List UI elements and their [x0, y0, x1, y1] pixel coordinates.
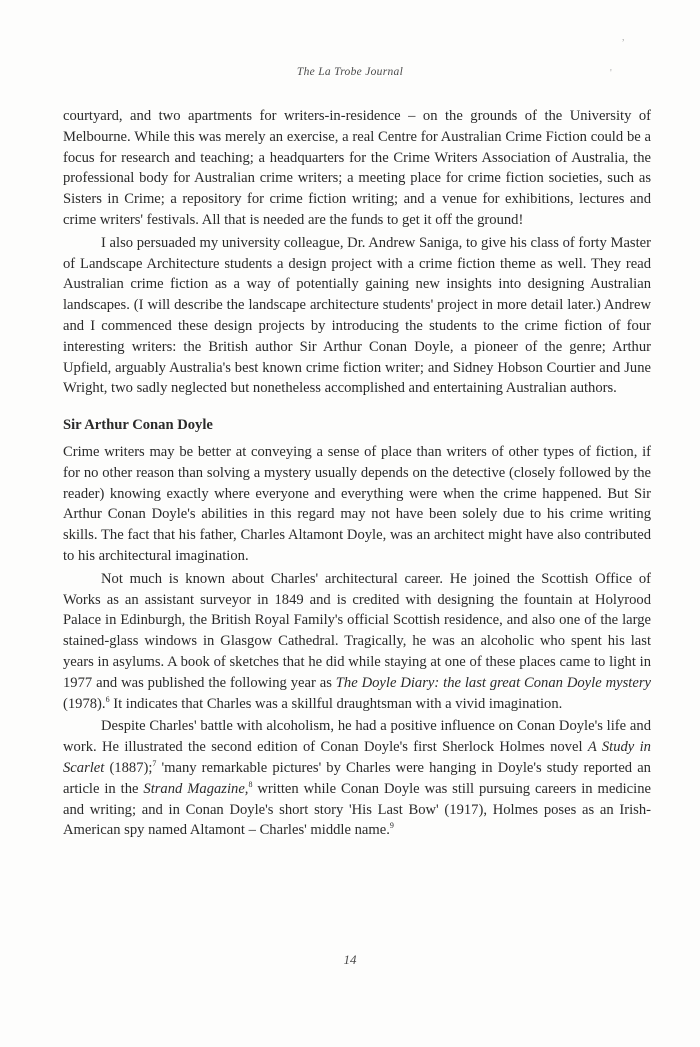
text-run: (1887); — [104, 759, 153, 776]
paragraph — [63, 569, 651, 715]
book-title: The Doyle Diary: the last great Conan Doyle mystery — [335, 674, 651, 691]
text-run: Not much is known about Charles' architectural career. He joined the Scottish Office of Works as an assistant surveyor in 1849 and is credited with designing the fountain at Holyrood Palace in Edinburgh, the British Royal Family's official Scottish residence, and also one of the large stained-glass windows in Glasgow Cathedral. Tragically, he was an alcoholic who spent his last years in asylums. A book of sketches that he did while staying at one of these places came to light in 1977 and was published the following year as — [63, 570, 651, 691]
text-run: 'many remarkable pictures' by Charles were hanging in Doyle's study reported an article in the — [63, 759, 651, 797]
section-heading: Sir Arthur Conan Doyle — [63, 417, 213, 434]
scan-mark: , — [622, 32, 625, 43]
book-title: A Study in Scarlet — [63, 739, 651, 776]
page-number: 14 — [343, 952, 357, 967]
paragraph: courtyard, and two apartments for writers-in-residence – on the grounds of the University of Melbourne. While this was merely an exercise, a real Centre for Australian Crime Fiction could be a focus for research and teaching; a headquarters for the Crime Writers Association of Australia, the professional body for Australian crime writers; a meeting place for crime fiction societies, such as Sisters in Crime; a repository for crime fiction writing; and a venue for exhibitions, lectures and crime writers' festivals. All that is needed are the funds to get it off the ground! — [63, 108, 651, 228]
running-header: The La Trobe Journal — [296, 66, 404, 78]
paragraph: I also persuaded my university colleague, Dr. Andrew Saniga, to give his class of forty Master of Landscape Architecture students a design project with a crime fiction theme as well. They read Australian crime fiction as a way of potentially gaining new insights into designing Australian landscapes. (I will describe the landscape architecture students' project in more detail later.) Andrew and I commenced these design projects by introducing the students to the crime fiction of four interesting writers: the British author Sir Arthur Conan Doyle, a pioneer of the genre; Arthur Upfield, arguably Australia's best known crime fiction writer; and Sidney Hobson Courtier and June Wright, two sadly neglected but nonetheless accomplished and entertaining Australian authors. — [63, 234, 651, 397]
footnote-ref: 7 — [152, 759, 157, 769]
text-run: (1978). — [63, 695, 106, 712]
footnote-ref: 8 — [248, 779, 253, 789]
scan-mark: ' — [610, 68, 612, 79]
paragraph: Crime writers may be better at conveying a sense of place than writers of other types of fiction, if for no other reason than solving a mystery usually depends on the detective (closely followed by the reader) knowing exactly where everyone and everything were when the crime happened. But Sir Arthur Conan Doyle's abilities in this regard may not have been solely due to his crime writing skills. The fact that his father, Charles Altamont Doyle, was an architect might have also contributed to his architectural imagination. — [63, 443, 651, 564]
article-body — [63, 106, 651, 841]
text-run: written while Conan Doyle was still pursuing careers in medicine and writing; and in Conan Doyle's short story 'His Last Bow' (1917), Holmes poses as an Irish-American spy named Altamont – Charles' middle name. — [63, 780, 651, 839]
text-run: Despite Charles' battle with alcoholism, he had a positive influence on Conan Doyle's life and work. He illustrated the second edition of Conan Doyle's first Sherlock Holmes novel — [63, 718, 651, 756]
footnote-ref: 9 — [389, 821, 394, 831]
footnote-ref: 6 — [105, 694, 110, 704]
paragraph — [63, 716, 651, 841]
magazine-title: Strand Magazine, — [143, 780, 249, 797]
text-run: It indicates that Charles was a skillful draughtsman with a vivid imagination. — [109, 695, 563, 712]
